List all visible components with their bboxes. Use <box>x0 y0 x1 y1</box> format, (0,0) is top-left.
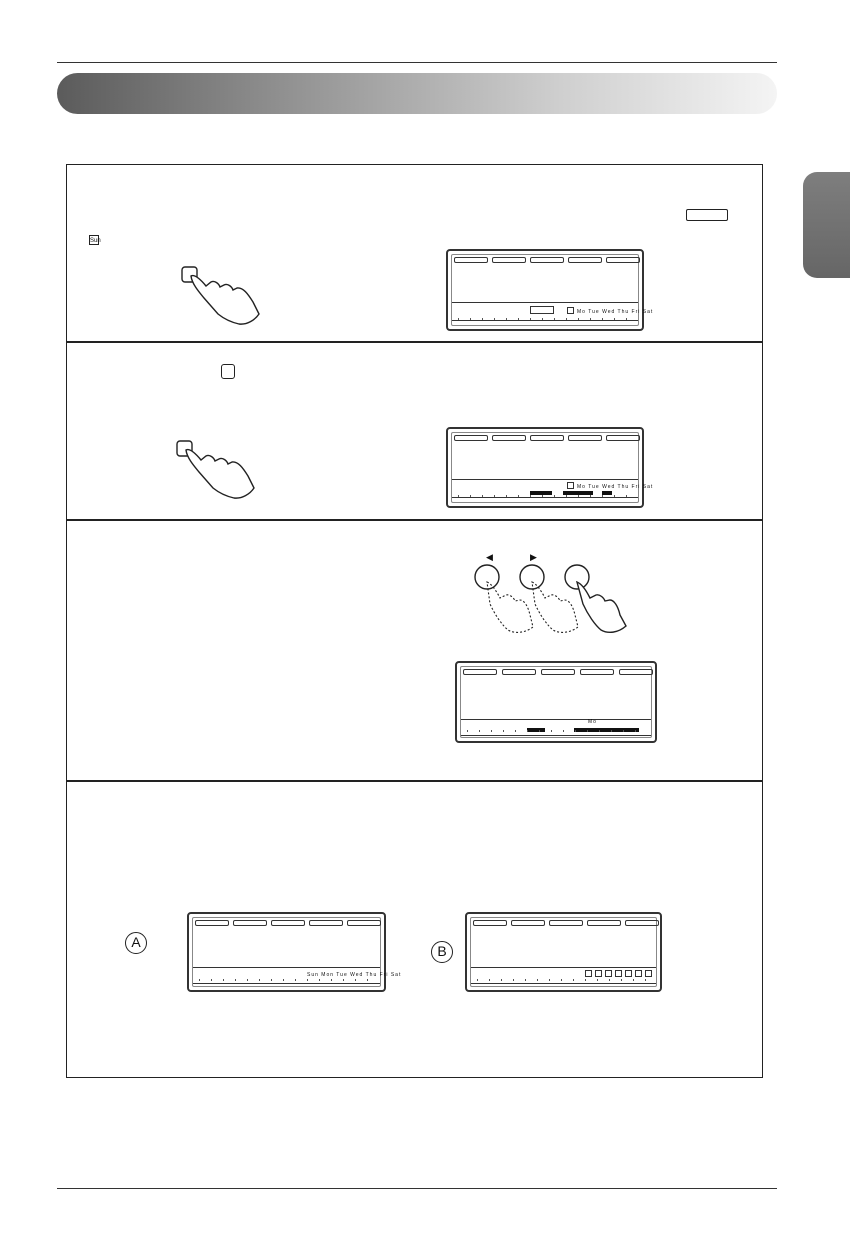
lcd-tick <box>482 495 483 497</box>
lcd-tick <box>554 318 555 320</box>
lcd-tick <box>573 979 574 981</box>
lcd-display-3 <box>455 661 657 743</box>
lcd-tick <box>501 979 502 981</box>
lcd-tick <box>295 979 296 981</box>
lcd-display-1 <box>446 249 654 331</box>
three-buttons-hands-icon <box>470 560 635 635</box>
lcd-tick <box>602 318 603 320</box>
lcd-tick <box>331 979 332 981</box>
lcd-tick <box>578 318 579 320</box>
lcd-tick <box>525 979 526 981</box>
lcd-tick <box>458 318 459 320</box>
label-a: A <box>125 932 147 954</box>
lcd-tick <box>597 979 598 981</box>
lcd-tick <box>235 979 236 981</box>
pressing-hand-icon <box>175 262 265 327</box>
lcd-tick <box>626 495 627 497</box>
lcd-tick <box>503 730 504 732</box>
lcd-tick <box>355 979 356 981</box>
lcd-tick <box>515 730 516 732</box>
lcd-tick <box>602 495 603 497</box>
lcd-tick <box>609 979 610 981</box>
lcd-mo: Mo <box>588 719 597 725</box>
lcd-tick <box>633 979 634 981</box>
lcd-tick <box>551 730 552 732</box>
lcd-tick <box>491 730 492 732</box>
lcd-tick <box>259 979 260 981</box>
lcd-tick <box>542 495 543 497</box>
lcd-tick <box>645 979 646 981</box>
lcd-tick <box>482 318 483 320</box>
lcd-tick <box>549 979 550 981</box>
sun-day-icon: Sun <box>89 235 99 245</box>
button-icon <box>686 209 728 221</box>
lcd-tick <box>477 979 478 981</box>
lcd-tick <box>590 318 591 320</box>
lcd-weekdays: Mo Tue Wed Thu Fri Sat <box>577 309 654 315</box>
lcd-tick <box>590 495 591 497</box>
lcd-tick <box>458 495 459 497</box>
top-rule <box>57 62 777 63</box>
lcd-tick <box>611 730 612 732</box>
lcd-tick <box>566 495 567 497</box>
lcd-display-2 <box>446 427 654 508</box>
lcd-tick <box>489 979 490 981</box>
step-divider-2 <box>66 519 763 521</box>
lcd-tick <box>599 730 600 732</box>
lcd-tick <box>518 495 519 497</box>
lcd-tick <box>563 730 564 732</box>
lcd-tick <box>271 979 272 981</box>
lcd-tick <box>578 495 579 497</box>
lcd-tick <box>506 495 507 497</box>
lcd-tick <box>283 979 284 981</box>
lcd-tick <box>467 730 468 732</box>
section-banner <box>57 73 777 114</box>
lcd-tick <box>506 318 507 320</box>
lcd-tick <box>518 318 519 320</box>
lcd-weekdays-a: Sun Mon Tue Wed Thu Fri Sat <box>307 972 402 978</box>
lcd-tick <box>635 730 636 732</box>
lcd-tick <box>247 979 248 981</box>
lcd-tick <box>575 730 576 732</box>
lcd-tick <box>561 979 562 981</box>
lcd-tick <box>470 318 471 320</box>
lcd-tick <box>307 979 308 981</box>
lcd-tick <box>566 318 567 320</box>
lcd-tick <box>367 979 368 981</box>
lcd-tick <box>585 979 586 981</box>
bottom-rule <box>57 1188 777 1189</box>
lcd-tick <box>614 495 615 497</box>
lcd-tick <box>539 730 540 732</box>
lcd-tick <box>343 979 344 981</box>
lcd-tick <box>199 979 200 981</box>
lcd-tick <box>319 979 320 981</box>
lcd-tick <box>479 730 480 732</box>
lcd-tick <box>587 730 588 732</box>
lcd-weekdays-2: Mo Tue Wed Thu Fri Sat <box>577 484 654 490</box>
lcd-tick <box>623 730 624 732</box>
lcd-tick <box>470 495 471 497</box>
lcd-tick <box>211 979 212 981</box>
button-square-icon <box>221 364 235 379</box>
lcd-tick <box>626 318 627 320</box>
step-divider-3 <box>66 780 763 782</box>
lcd-tick <box>494 495 495 497</box>
lcd-tick <box>530 318 531 320</box>
lcd-display-b <box>465 912 662 992</box>
lcd-tick <box>513 979 514 981</box>
lcd-display-a <box>187 912 402 992</box>
lcd-tick <box>494 318 495 320</box>
right-arrow-icon: ▶ <box>530 552 537 562</box>
lcd-tick <box>537 979 538 981</box>
lcd-tick <box>621 979 622 981</box>
lcd-tick <box>614 318 615 320</box>
left-arrow-icon: ◀ <box>486 552 493 562</box>
label-b: B <box>431 941 453 963</box>
step-divider-1 <box>66 341 763 343</box>
lcd-tick <box>542 318 543 320</box>
pressing-hand-icon-2 <box>170 436 260 501</box>
lcd-tick <box>223 979 224 981</box>
lcd-tick <box>530 495 531 497</box>
side-tab <box>803 172 850 278</box>
lcd-tick <box>554 495 555 497</box>
lcd-tick <box>527 730 528 732</box>
